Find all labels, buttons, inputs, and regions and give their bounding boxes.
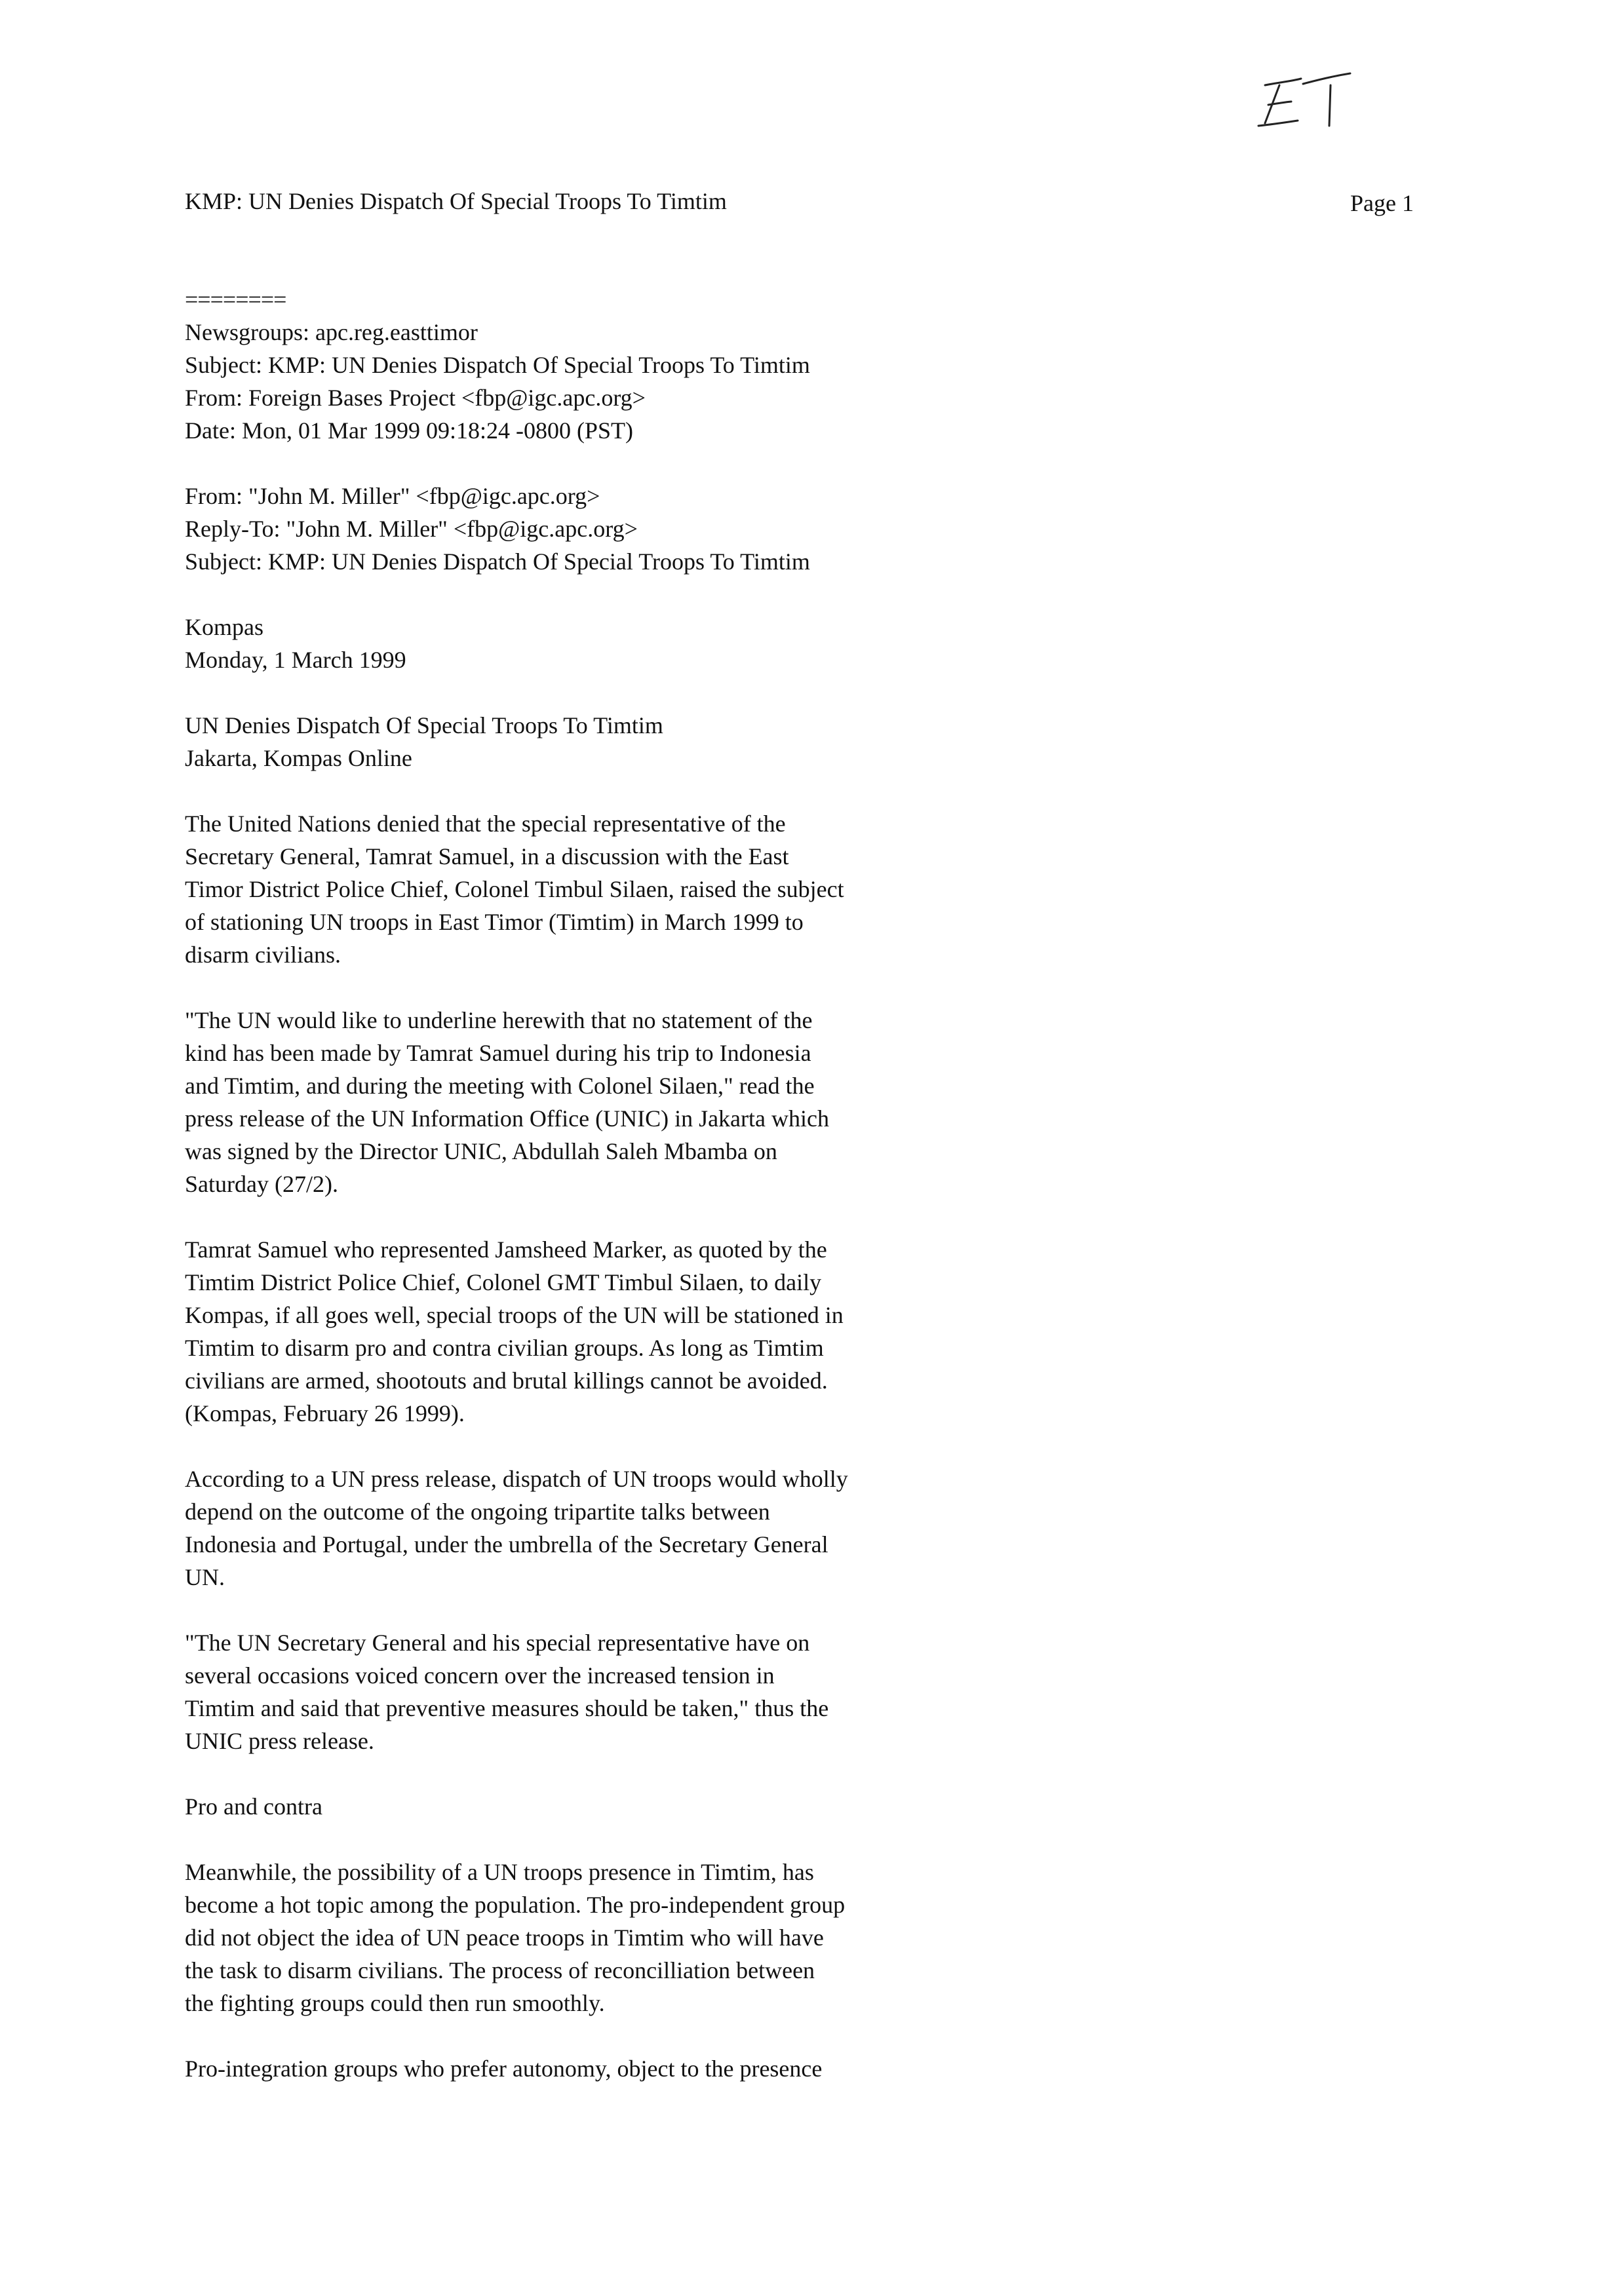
headline-dateline: Jakarta, Kompas Online — [185, 745, 412, 771]
paragraph-line: Pro-integration groups who prefer autonomy, object to the presence — [185, 2056, 823, 2082]
newsgroup-date-line: Date: Mon, 01 Mar 1999 09:18:24 -0800 (PST) — [185, 417, 633, 444]
paragraph-line: become a hot topic among the population. The pro-independent group — [185, 1892, 846, 1918]
paragraph-line: The United Nations denied that the special representative of the — [185, 811, 786, 837]
newsgroup-from-line: From: Foreign Bases Project <fbp@igc.apc.org> — [185, 385, 646, 411]
paragraph — [185, 1856, 1037, 2019]
section-subheading — [185, 1790, 1037, 1823]
message-subject-line: Subject: KMP: UN Denies Dispatch Of Special Troops To Timtim — [185, 548, 810, 575]
paragraph-line: civilians are armed, shootouts and brutal killings cannot be avoided. — [185, 1368, 828, 1394]
message-reply-to-line: Reply-To: "John M. Miller" <fbp@igc.apc.org> — [185, 516, 638, 542]
subheading-text: Pro and contra — [185, 1793, 322, 1820]
separator-line: ======== — [185, 286, 286, 313]
paragraph-line: Timor District Police Chief, Colonel Timbul Silaen, raised the subject — [185, 876, 844, 902]
newsgroup-header — [185, 316, 1037, 447]
paragraph — [185, 1233, 1037, 1430]
newsgroup-subject-line: Subject: KMP: UN Denies Dispatch Of Special Troops To Timtim — [185, 352, 810, 378]
paragraph-line: Indonesia and Portugal, under the umbrella of the Secretary General — [185, 1531, 828, 1558]
paragraph — [185, 1004, 1037, 1200]
paragraph — [185, 1626, 1037, 1757]
paragraph-line: kind has been made by Tamrat Samuel during his trip to Indonesia — [185, 1040, 811, 1066]
article-headline — [185, 709, 1037, 775]
paragraph-line: several occasions voiced concern over the increased tension in — [185, 1662, 775, 1689]
paragraph-line: UN. — [185, 1564, 225, 1590]
headline-title: UN Denies Dispatch Of Special Troops To Timtim — [185, 712, 663, 738]
paragraph — [185, 807, 1037, 971]
paragraph — [185, 2052, 1037, 2085]
paragraph-line: press release of the UN Information Office (UNIC) in Jakarta which — [185, 1105, 829, 1132]
paragraph-line: Saturday (27/2). — [185, 1171, 338, 1197]
paragraph-line: Tamrat Samuel who represented Jamsheed Marker, as quoted by the — [185, 1236, 827, 1263]
header-page-number: Page 1 — [1350, 190, 1414, 216]
paragraph-line: Secretary General, Tamrat Samuel, in a discussion with the East — [185, 843, 789, 870]
source-block — [185, 611, 1037, 676]
paragraph-line: UNIC press release. — [185, 1728, 374, 1754]
paragraph-line: depend on the outcome of the ongoing tripartite talks between — [185, 1499, 770, 1525]
paragraph-line: of stationing UN troops in East Timor (Timtim) in March 1999 to — [185, 909, 804, 935]
paragraph-line: the fighting groups could then run smoothly. — [185, 1990, 605, 2016]
paragraph-line: "The UN would like to underline herewith that no statement of the — [185, 1007, 813, 1033]
message-header — [185, 480, 1037, 578]
paragraph — [185, 1463, 1037, 1594]
handwritten-initials-mark — [1239, 66, 1363, 144]
paragraph-line: did not object the idea of UN peace troops in Timtim who will have — [185, 1924, 824, 1951]
paragraph-line: Meanwhile, the possibility of a UN troops presence in Timtim, has — [185, 1859, 814, 1885]
newsgroup-line: Newsgroups: apc.reg.easttimor — [185, 319, 478, 345]
message-body — [185, 283, 1037, 2118]
paragraph-line: Timtim and said that preventive measures should be taken," thus the — [185, 1695, 829, 1721]
paragraph-line: Timtim to disarm pro and contra civilian groups. As long as Timtim — [185, 1335, 824, 1361]
source-name: Kompas — [185, 614, 263, 640]
paragraph-line: Timtim District Police Chief, Colonel GMT Timbul Silaen, to daily — [185, 1269, 822, 1295]
paragraph-line: "The UN Secretary General and his special representative have on — [185, 1630, 810, 1656]
paragraph-line: According to a UN press release, dispatch of UN troops would wholly — [185, 1466, 848, 1492]
paragraph-line: and Timtim, and during the meeting with Colonel Silaen," read the — [185, 1073, 815, 1099]
paragraph-line: disarm civilians. — [185, 942, 341, 968]
paragraph-line: the task to disarm civilians. The process of reconcilliation between — [185, 1957, 815, 1983]
paragraph-line: Kompas, if all goes well, special troops of the UN will be stationed in — [185, 1302, 844, 1328]
message-from-line: From: "John M. Miller" <fbp@igc.apc.org> — [185, 483, 600, 509]
source-date: Monday, 1 March 1999 — [185, 647, 406, 673]
paragraph-line: (Kompas, February 26 1999). — [185, 1400, 465, 1426]
paragraph-line: was signed by the Director UNIC, Abdullah Saleh Mbamba on — [185, 1138, 777, 1164]
header-document-title: KMP: UN Denies Dispatch Of Special Troops To Timtim — [185, 188, 727, 214]
